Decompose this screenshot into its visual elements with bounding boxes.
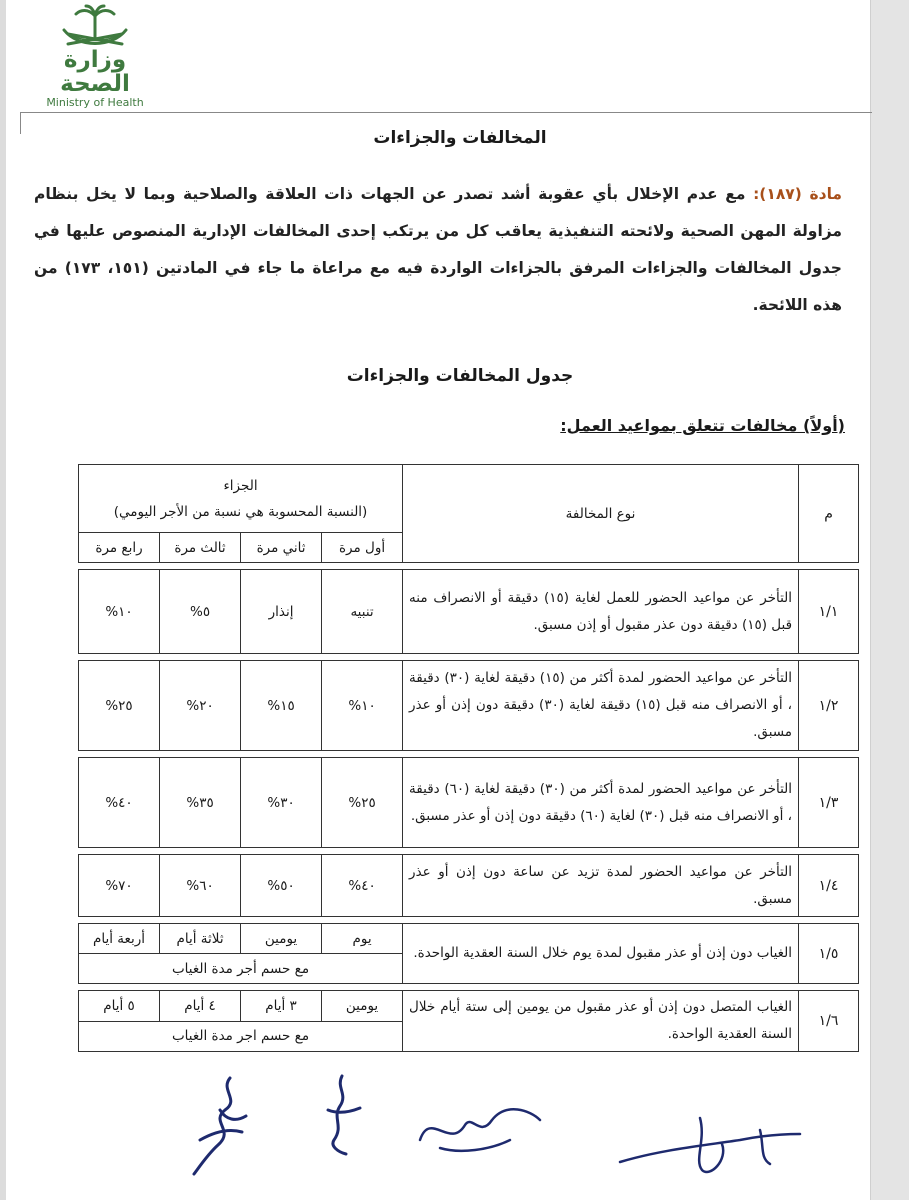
table-row xyxy=(79,991,859,1022)
row-fourth: ٤٠% xyxy=(79,758,160,848)
row-first: تنبيه xyxy=(322,570,403,654)
row-fourth: أربعة أيام xyxy=(79,924,160,954)
logo-arabic-text: وزارة الصحة xyxy=(60,47,130,97)
table-gap xyxy=(79,563,859,570)
row-first: ٤٠% xyxy=(322,855,403,917)
table-gap xyxy=(79,917,859,924)
penalties-table xyxy=(78,464,859,1052)
row-first: يوم xyxy=(322,924,403,954)
row-third: ٥% xyxy=(160,570,241,654)
row-third: ٣٥% xyxy=(160,758,241,848)
signature-2 xyxy=(310,1070,370,1160)
header-num: م xyxy=(799,465,859,563)
header-first: أول مرة xyxy=(322,533,403,563)
header-penalty xyxy=(79,465,403,533)
table-row xyxy=(79,855,859,917)
row-num: ١/٦ xyxy=(799,991,859,1052)
header-second: ثاني مرة xyxy=(241,533,322,563)
header-divider-tick xyxy=(20,112,21,134)
header-divider xyxy=(20,112,872,113)
row-note: مع حسم اجر مدة الغياب xyxy=(79,1021,403,1052)
header-fourth: رابع مرة xyxy=(79,533,160,563)
article-text: مع عدم الإخلال بأي عقوبة أشد تصدر عن الجهات ذات العلاقة والصلاحية وبما لا يخل بنظام مزاولة المهن الصحية ولائحته التنفيذية يعاقب كل من يرتكب إحدى المخالفات الإدارية المنصوص عليها في جدول المخالفات والجزاءات المرفق بالجزاءات الواردة فيه مع مراعاة ما جاء في المادتين (١٥١، ١٧٣) من هذه اللائحة. xyxy=(34,185,842,314)
signature-3 xyxy=(410,1090,550,1160)
table-title: جدول المخالفات والجزاءات xyxy=(346,366,574,386)
logo-english-text: Ministry of Health xyxy=(46,96,144,109)
table-gap xyxy=(79,751,859,758)
row-first: ٢٥% xyxy=(322,758,403,848)
table-gap xyxy=(79,848,859,855)
row-second: يومين xyxy=(241,924,322,954)
signature-4 xyxy=(610,1100,810,1180)
header-penalty-label: الجزاء xyxy=(223,477,258,494)
row-first: يومين xyxy=(322,991,403,1022)
row-desc: التأخر عن مواعيد الحضور لمدة أكثر من (١٥) دقيقة لغاية (٣٠) دقيقة ، أو الانصراف منه قبل (١٥) دقيقة لغاية (٣٠) دقيقة دون إذن أو عذر مسبق. xyxy=(403,661,799,751)
row-num: ١/٢ xyxy=(799,661,859,751)
ministry-logo xyxy=(30,4,160,109)
table-header-row xyxy=(79,465,859,533)
row-third: ٦٠% xyxy=(160,855,241,917)
scan-edge-left xyxy=(0,0,6,1200)
table-row xyxy=(79,570,859,654)
table-row xyxy=(79,661,859,751)
signature-1 xyxy=(180,1070,260,1180)
table-row xyxy=(79,758,859,848)
row-third: ٤ أيام xyxy=(160,991,241,1022)
row-desc: التأخر عن مواعيد الحضور لمدة أكثر من (٣٠) دقيقة لغاية (٦٠) دقيقة ، أو الانصراف منه قبل (٣٠) لغاية (٦٠) دقيقة دون إذن أو عذر مسبق. xyxy=(403,758,799,848)
row-note: مع حسم أجر مدة الغياب xyxy=(79,954,403,984)
row-second: ٣٠% xyxy=(241,758,322,848)
row-desc: التأخر عن مواعيد الحضور للعمل لغاية (١٥) دقيقة أو الانصراف منه قبل (١٥) دقيقة دون عذر مقبول أو إذن مسبق. xyxy=(403,570,799,654)
row-fourth: ٢٥% xyxy=(79,661,160,751)
row-desc: التأخر عن مواعيد الحضور لمدة تزيد عن ساعة دون إذن أو عذر مسبق. xyxy=(403,855,799,917)
row-first: ١٠% xyxy=(322,661,403,751)
header-penalty-note: (النسبة المحسوبة هي نسبة من الأجر اليومي) xyxy=(113,503,368,520)
row-num: ١/٣ xyxy=(799,758,859,848)
row-fourth: ١٠% xyxy=(79,570,160,654)
table-gap xyxy=(79,984,859,991)
scan-edge-right xyxy=(870,0,909,1200)
row-second: ١٥% xyxy=(241,661,322,751)
row-desc: الغياب المتصل دون إذن أو عذر مقبول من يومين إلى ستة أيام خلال السنة العقدية الواحدة. xyxy=(403,991,799,1052)
row-num: ١/٤ xyxy=(799,855,859,917)
table-row xyxy=(79,924,859,954)
row-third: ٢٠% xyxy=(160,661,241,751)
moh-emblem-icon xyxy=(50,4,140,50)
table-gap xyxy=(79,654,859,661)
article-paragraph xyxy=(34,176,842,324)
row-second: ٥٠% xyxy=(241,855,322,917)
header-type: نوع المخالفة xyxy=(403,465,799,563)
row-second: إنذار xyxy=(241,570,322,654)
section-title: (أولاً) مخالفات تتعلق بمواعيد العمل: xyxy=(560,416,845,435)
row-num: ١/٥ xyxy=(799,924,859,984)
row-fourth: ٥ أيام xyxy=(79,991,160,1022)
article-number: مادة (١٨٧): xyxy=(753,185,842,203)
row-num: ١/١ xyxy=(799,570,859,654)
row-third: ثلاثة أيام xyxy=(160,924,241,954)
document-title: المخالفات والجزاءات xyxy=(373,128,547,148)
row-fourth: ٧٠% xyxy=(79,855,160,917)
header-third: ثالث مرة xyxy=(160,533,241,563)
row-second: ٣ أيام xyxy=(241,991,322,1022)
row-desc: الغياب دون إذن أو عذر مقبول لمدة يوم خلال السنة العقدية الواحدة. xyxy=(403,924,799,984)
